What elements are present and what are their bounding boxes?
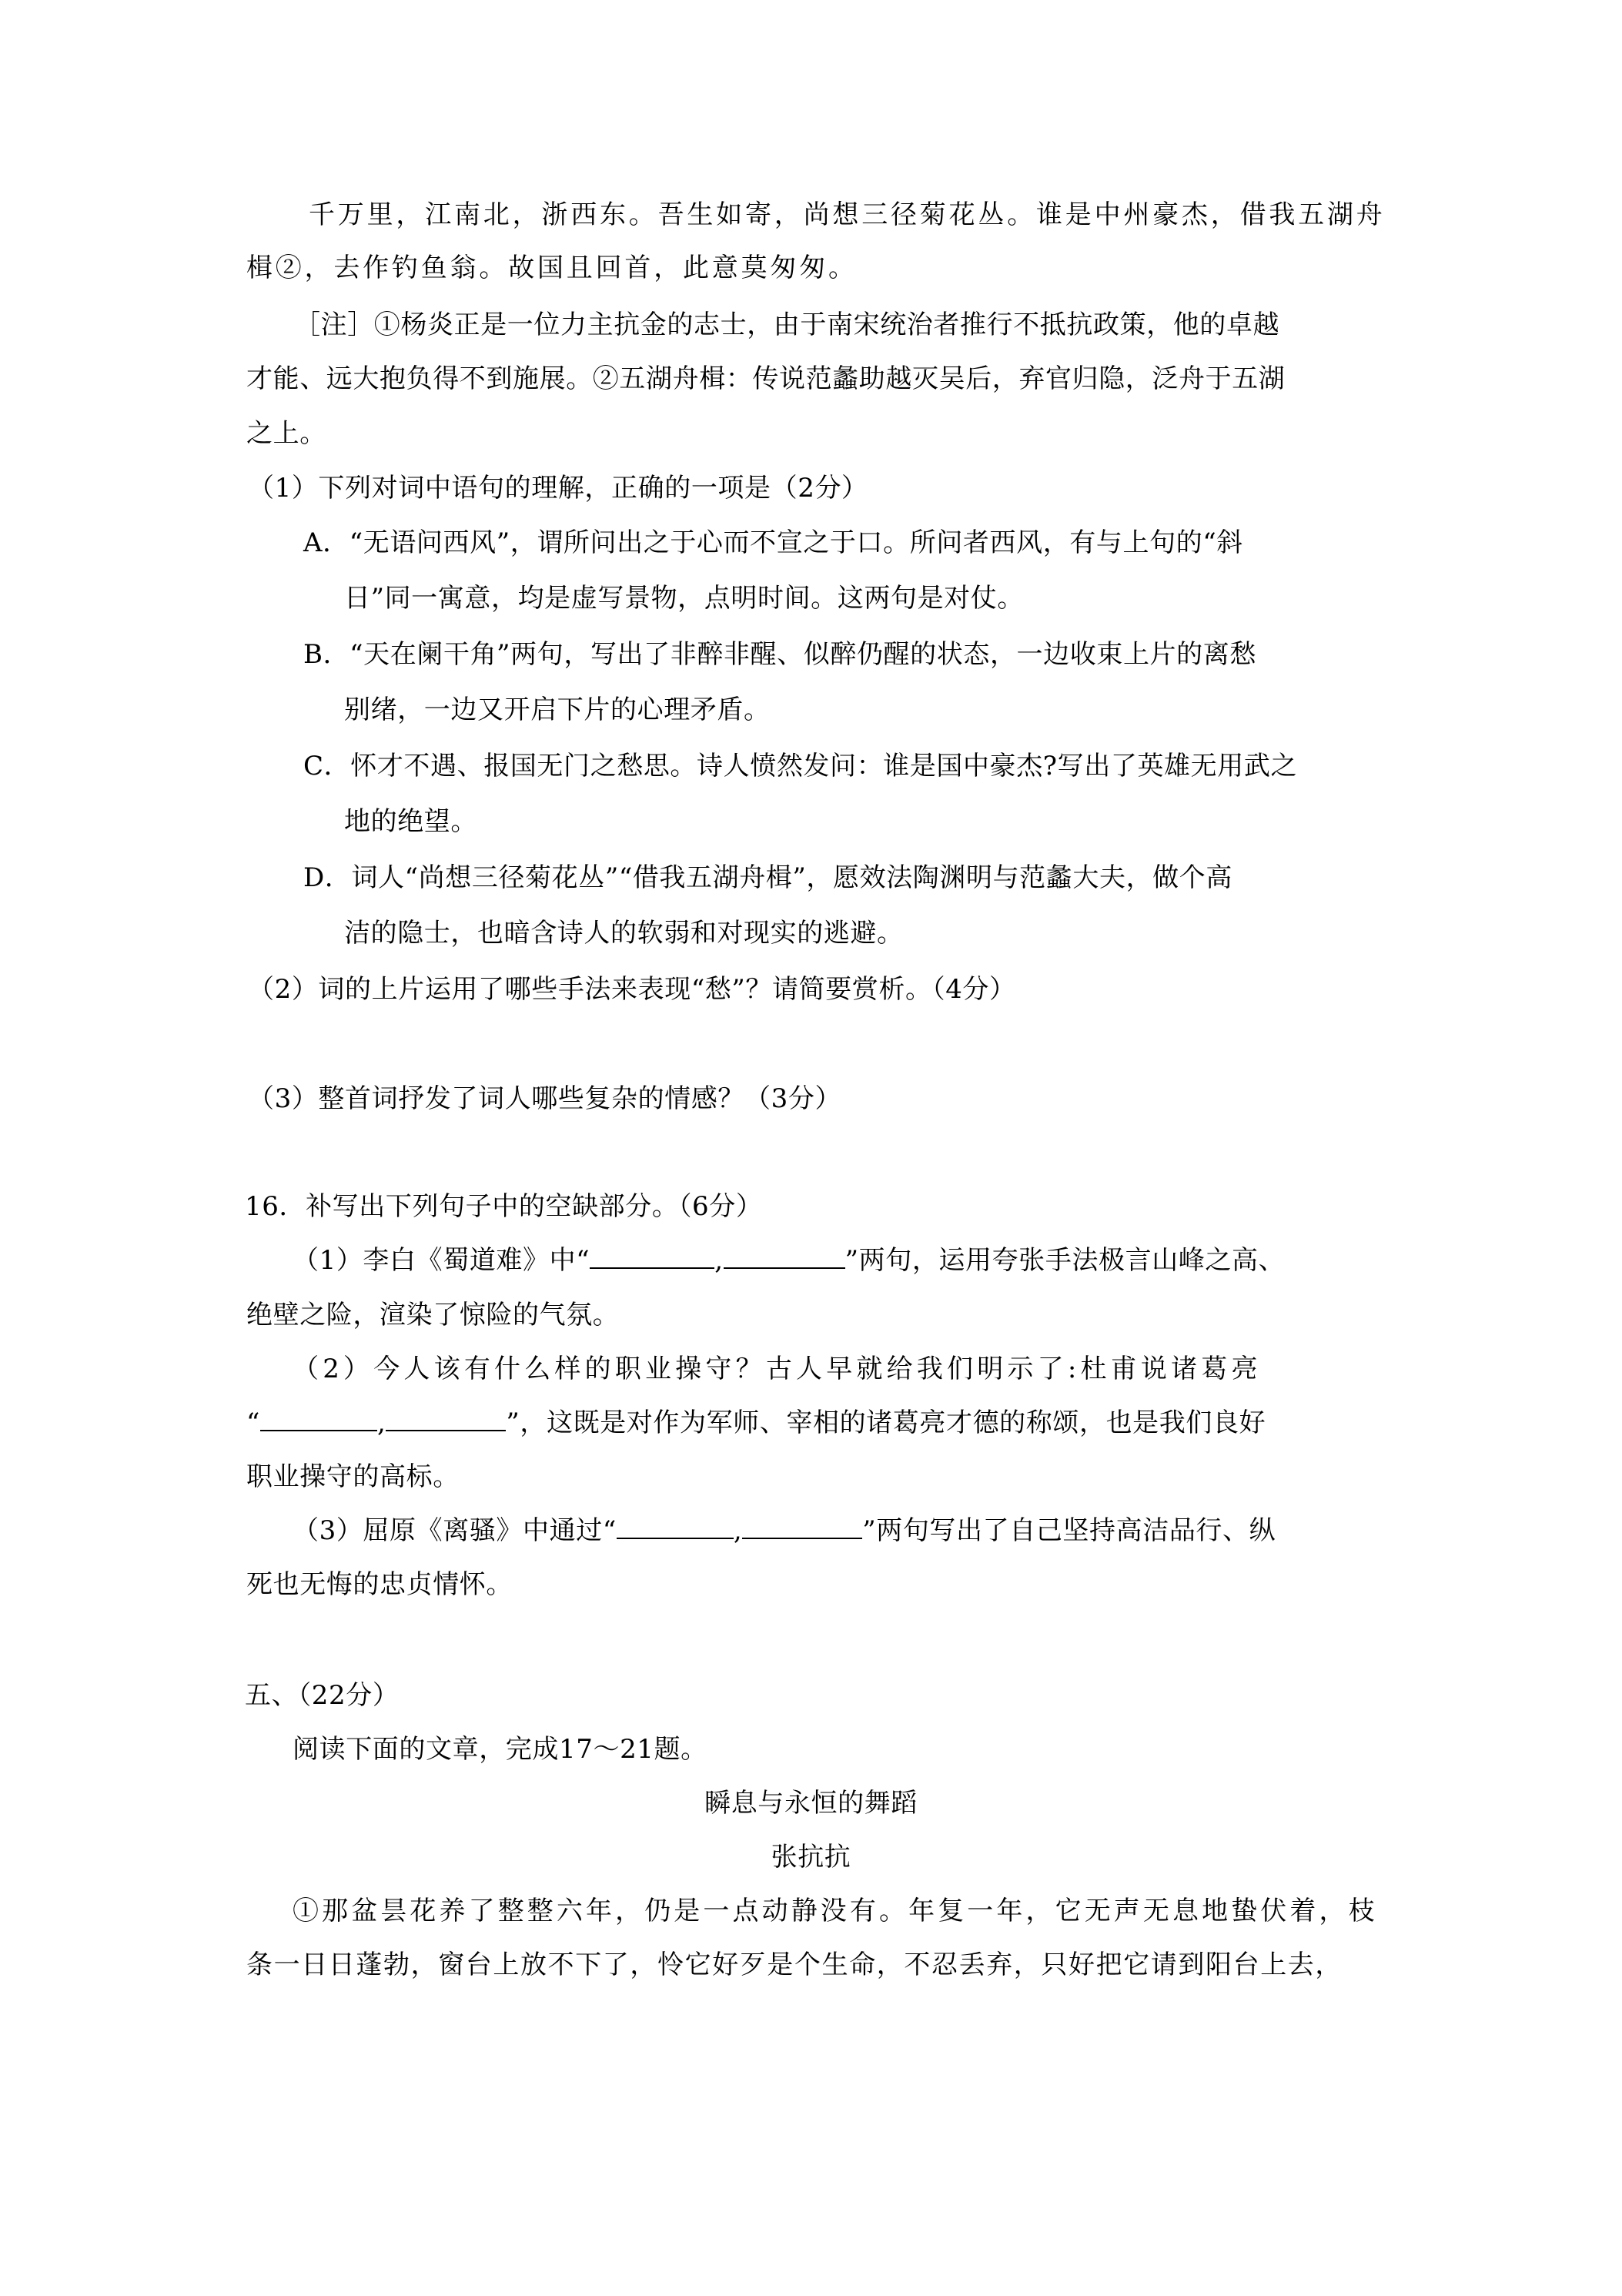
poem-line-2: 楫②，去作钓鱼翁。故国且回首，此意莫匆匆。 xyxy=(246,253,858,283)
question-16-2-line-2 xyxy=(246,1406,1266,1440)
reading-instruction: 阅读下面的文章，完成17～21题。 xyxy=(293,1734,707,1765)
fill-prompt-text: ”两句写出了自己坚持高洁品行、纵 xyxy=(862,1515,1276,1546)
answer-blank[interactable] xyxy=(386,1407,506,1431)
article-paragraph-1-line-2: 条一日日蓬勃，窗台上放不下了，怜它好歹是个生命，不忍丢弃，只好把它请到阳台上去， xyxy=(246,1950,1343,1980)
comma: , xyxy=(714,1245,724,1276)
question-15-1: （1）下列对词中语句的理解，正确的一项是（2分） xyxy=(248,473,868,504)
note-line-3: 之上。 xyxy=(246,418,326,449)
question-15-3: （3）整首词抒发了词人哪些复杂的情感？（3分） xyxy=(248,1083,842,1114)
answer-blank[interactable] xyxy=(724,1244,845,1269)
option-b-line-1: B．“天在阑干角”两句，写出了非醉非醒、似醉仍醒的状态，一边收束上片的离愁 xyxy=(303,639,1256,670)
answer-blank[interactable] xyxy=(260,1407,377,1431)
question-16-3-line-2: 死也无悔的忠贞情怀。 xyxy=(246,1569,513,1600)
question-16-1-line-1 xyxy=(293,1243,1285,1277)
fill-prompt-text: ”两句，运用夸张手法极言山峰之高、 xyxy=(844,1245,1286,1276)
option-b-line-2: 别绪，一边又开启下片的心理矛盾。 xyxy=(344,694,771,725)
question-16-1-line-2: 绝壁之险，渲染了惊险的气氛。 xyxy=(246,1300,620,1330)
poem-line-1: 千万里，江南北，浙西东。吾生如寄，尚想三径菊花丛。谁是中州豪杰，借我五湖舟 xyxy=(309,199,1386,230)
fill-prompt-text: “ xyxy=(246,1407,260,1438)
question-16-2-line-3: 职业操守的高标。 xyxy=(246,1461,460,1492)
note-line-2: 才能、远大抱负得不到施展。②五湖舟楫：传说范蠡助越灭吴后，弃官归隐，泛舟于五湖 xyxy=(246,363,1286,394)
section-heading: 五、（22分） xyxy=(245,1680,400,1711)
question-16-2-line-1: （2）今人该有什么样的职业操守？古人早就给我们明示了:杜甫说诸葛亮 xyxy=(293,1354,1262,1384)
fill-prompt-text: （3）屈原《离骚》中通过“ xyxy=(293,1515,617,1546)
answer-blank[interactable] xyxy=(742,1514,862,1539)
question-15-2: （2）词的上片运用了哪些手法来表现“愁”？请简要赏析。（4分） xyxy=(248,974,1016,1005)
article-paragraph-1-line-1: ①那盆昙花养了整整六年，仍是一点动静没有。年复一年，它无声无息地蛰伏着，枝 xyxy=(293,1896,1378,1926)
option-d-line-1: D．词人“尚想三径菊花丛”“借我五湖舟楫”，愿效法陶渊明与范蠡大夫，做个高 xyxy=(303,862,1232,893)
note-line-1: ［注］①杨炎正是一位力主抗金的志士，由于南宋统治者推行不抵抗政策，他的卓越 xyxy=(294,310,1280,340)
option-c-line-1: C．怀才不遇、报国无门之愁思。诗人愤然发问：谁是国中豪杰?写出了英雄无用武之 xyxy=(303,751,1298,782)
option-c-line-2: 地的绝望。 xyxy=(344,806,477,837)
comma: , xyxy=(733,1515,743,1546)
fill-prompt-text: （1）李白《蜀道难》中“ xyxy=(293,1245,590,1276)
fill-prompt-text: ”，这既是对作为军师、宰相的诸葛亮才德的称颂，也是我们良好 xyxy=(506,1407,1266,1438)
option-a-line-1: A．“无语问西风”，谓所问出之于心而不宣之于口。所问者西风，有与上句的“斜 xyxy=(303,527,1243,558)
question-16-title: 16．补写出下列句子中的空缺部分。（6分） xyxy=(245,1191,763,1222)
article-title: 瞬息与永恒的舞蹈 xyxy=(704,1788,918,1819)
answer-blank[interactable] xyxy=(590,1244,714,1269)
option-d-line-2: 洁的隐士，也暗含诗人的软弱和对现实的逃避。 xyxy=(344,918,904,949)
comma: , xyxy=(376,1407,386,1438)
option-a-line-2: 日”同一寓意，均是虚写景物，点明时间。这两句是对仗。 xyxy=(344,583,1024,614)
question-16-3-line-1 xyxy=(293,1514,1276,1548)
answer-blank[interactable] xyxy=(617,1514,734,1539)
article-author: 张抗抗 xyxy=(771,1842,851,1873)
